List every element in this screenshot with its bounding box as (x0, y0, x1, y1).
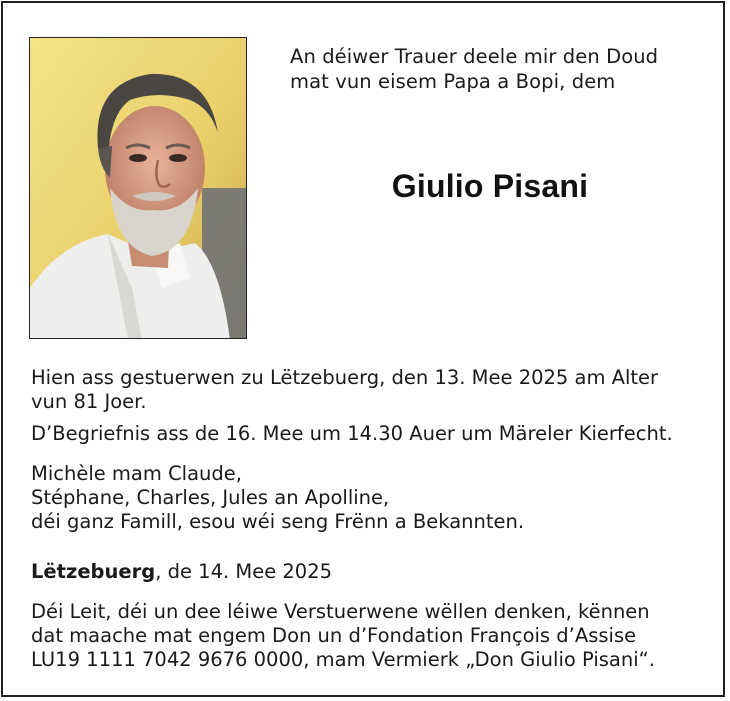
family-line-2: Stéphane, Charles, Jules an Apolline, (31, 486, 390, 509)
family-list (31, 462, 711, 534)
deceased-name: Giulio Pisani (391, 168, 589, 204)
donation-line-1: Déi Leit, déi un dee léiwe Verstuerwene wëllen denken, kënnen (31, 600, 650, 623)
funeral-info (31, 422, 711, 446)
death-notice-line-1: Hien ass gestuerwen zu Lëtzebuerg, den 13. Mee 2025 am Alter (31, 366, 659, 389)
donation-line-3: LU19 1111 7042 9676 0000, mam Vermierk „Don Giulio Pisani“. (31, 648, 655, 671)
place-date (31, 560, 711, 584)
intro-line-2: mat vun eisem Papa a Bopi, dem (290, 70, 616, 93)
place-name: Lëtzebuerg (31, 560, 156, 583)
donation-info (31, 600, 711, 672)
death-notice-line-2: vun 81 Joer. (31, 390, 147, 413)
funeral-line: D’Begriefnis ass de 16. Mee um 14.30 Auer um Märeler Kierfecht. (31, 422, 673, 445)
death-notice (31, 366, 711, 414)
family-line-3: déi ganz Famill, esou wéi seng Frënn a Bekannten. (31, 510, 525, 533)
place-date-text: , de 14. Mee 2025 (155, 560, 333, 583)
intro-line-1: An déiwer Trauer deele mir den Doud (290, 45, 659, 68)
intro-text (290, 44, 710, 94)
portrait-photo (29, 37, 247, 339)
family-line-1: Michèle mam Claude, (31, 462, 242, 485)
donation-line-2: dat maache mat engem Don un d’Fondation François d’Assise (31, 624, 637, 647)
